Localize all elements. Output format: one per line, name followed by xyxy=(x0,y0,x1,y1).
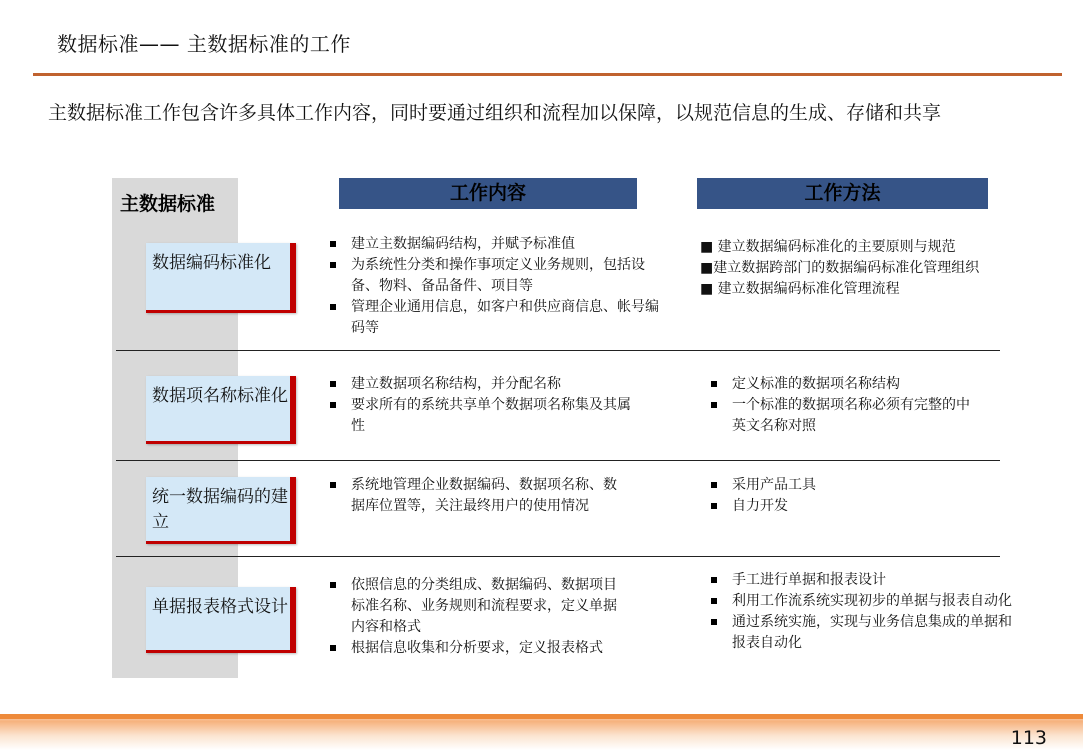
content-list xyxy=(326,234,661,339)
method-list xyxy=(700,237,1000,300)
content-list xyxy=(326,475,626,517)
standard-name: 数据项名称标准化 xyxy=(152,386,288,406)
list-item: 手工进行单据和报表设计 xyxy=(707,570,1022,591)
standard-name: 数据编码标准化 xyxy=(152,253,271,273)
header-work-method: 工作方法 xyxy=(697,178,988,209)
list-item: 根据信息收集和分析要求，定义报表格式 xyxy=(326,638,626,659)
list-item: 为系统性分类和操作事项定义业务规则，包括设备、物料、备品备件、项目等 xyxy=(326,255,661,297)
page-title: 数据标准—— 主数据标准的工作 xyxy=(57,32,351,56)
list-item: 通过系统实施，实现与业务信息集成的单据和报表自动化 xyxy=(707,612,1022,654)
list-item: 建立数据项名称结构，并分配名称 xyxy=(326,374,636,395)
list-item: 建立主数据编码结构，并赋予标准值 xyxy=(326,234,661,255)
list-item: 管理企业通用信息，如客户和供应商信息、帐号编码等 xyxy=(326,297,661,339)
footer-band xyxy=(0,714,1083,750)
title-divider xyxy=(33,73,1062,76)
standard-box-form-design xyxy=(146,587,296,653)
list-item: ■建立数据跨部门的数据编码标准化管理组织 xyxy=(700,260,980,276)
standard-box-unified-coding xyxy=(146,477,296,544)
list-item: 要求所有的系统共享单个数据项名称集及其属性 xyxy=(326,395,636,437)
row-divider xyxy=(116,556,1000,557)
method-list xyxy=(707,374,972,437)
list-item: 采用产品工具 xyxy=(707,475,972,496)
standard-name: 单据报表格式设计 xyxy=(152,597,288,617)
page-number: 113 xyxy=(1010,727,1047,749)
method-list xyxy=(707,570,1022,654)
header-work-content: 工作内容 xyxy=(339,178,637,209)
row-divider xyxy=(116,350,1000,351)
list-item: ■ 建立数据编码标准化管理流程 xyxy=(700,281,900,297)
standard-box-item-name xyxy=(146,376,296,444)
list-item: 系统地管理企业数据编码、数据项名称、数据库位置等，关注最终用户的使用情况 xyxy=(326,475,626,517)
standard-name: 统一数据编码的建立 xyxy=(152,487,288,532)
row-divider xyxy=(116,460,1000,461)
list-item: 自力开发 xyxy=(707,496,972,517)
method-list xyxy=(707,475,972,517)
list-item: 一个标准的数据项名称必须有完整的中英文名称对照 xyxy=(707,395,972,437)
intro-paragraph: 主数据标准工作包含许多具体工作内容，同时要通过组织和流程加以保障，以规范信息的生成、存储和共享 xyxy=(48,102,942,124)
list-item: ■ 建立数据编码标准化的主要原则与规范 xyxy=(700,239,956,255)
content-list xyxy=(326,374,636,437)
content-list xyxy=(326,575,626,659)
list-item: 依照信息的分类组成、数据编码、数据项目标准名称、业务规则和流程要求，定义单据内容和格式 xyxy=(326,575,626,638)
list-item: 定义标准的数据项名称结构 xyxy=(707,374,972,395)
row-label: 主数据标准 xyxy=(120,193,216,215)
standard-box-coding xyxy=(146,243,296,313)
list-item: 利用工作流系统实现初步的单据与报表自动化 xyxy=(707,591,1022,612)
